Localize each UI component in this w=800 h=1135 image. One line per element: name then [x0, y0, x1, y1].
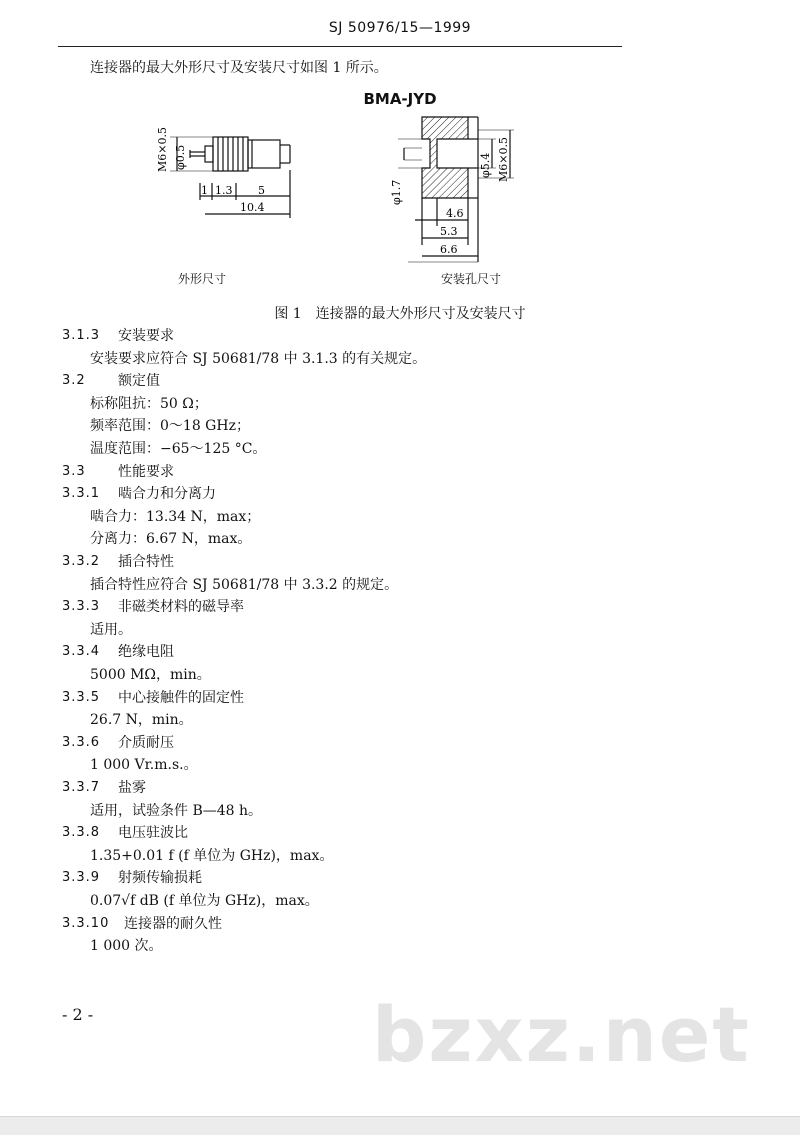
section-body-line: 啮合力：13.34 N，max； [90, 508, 261, 525]
dim-d1-7: φ1.7 [390, 179, 403, 205]
header-rule [58, 46, 622, 47]
dim-6-6: 6.6 [440, 243, 458, 256]
section-number: 3.3.4 [62, 644, 101, 660]
viewer-bottom-bar [0, 1116, 800, 1135]
dim-d05: φ0.5 [174, 144, 187, 170]
section-title: 电压驻波比 [118, 825, 188, 842]
section-body-line: 适用，试验条件 B—48 h。 [90, 802, 263, 819]
section-title: 插合特性 [118, 554, 174, 570]
section-body-line: 标称阻抗：50 Ω； [90, 395, 208, 412]
watermark: bzxz.net [372, 990, 751, 1079]
outline-caption: 外形尺寸 [178, 272, 227, 286]
section-number: 3.3 [62, 463, 86, 479]
section-title: 额定值 [118, 373, 160, 390]
section-body-line: 1.35+0.01 f (f 单位为 GHz)，max。 [90, 847, 334, 864]
section-number: 3.3.3 [62, 599, 101, 615]
section-number: 3.3.1 [62, 486, 101, 502]
figure-drawing [0, 105, 800, 270]
dim-d5-4: φ5.4 [479, 152, 492, 178]
dim-10-4: 10.4 [240, 201, 265, 214]
section-number: 3.3.7 [62, 780, 101, 795]
section-number: 3.3.9 [62, 870, 101, 886]
section-title: 啮合力和分离力 [118, 486, 216, 503]
dim-1-3: 1.3 [215, 184, 233, 197]
section-number: 3.3.2 [62, 554, 101, 569]
page-number: - 2 - [62, 1005, 94, 1024]
section-title: 绝缘电阻 [118, 644, 174, 661]
section-body-line: 26.7 N，min。 [90, 712, 193, 729]
section-body-line: 频率范围：0～18 GHz； [90, 418, 250, 435]
section-title: 安装要求 [118, 328, 174, 344]
dim-1: 1 [201, 184, 208, 197]
section-number: 3.1.3 [62, 328, 101, 343]
mounting-hole-caption: 安装孔尺寸 [441, 272, 502, 286]
section-title: 中心接触件的固定性 [118, 689, 244, 706]
dim-5-3: 5.3 [440, 225, 458, 238]
section-body-line: 0.07√f dB (f 单位为 GHz)，max。 [90, 893, 319, 909]
figure-model-title: BMA-JYD [363, 90, 437, 108]
section-number: 3.3.5 [62, 689, 101, 705]
section-number: 3.3.6 [62, 734, 101, 750]
section-title: 非磁类材料的磁导率 [118, 599, 244, 616]
section-body-line: 分离力：6.67 N，max。 [90, 531, 252, 548]
document-header: SJ 50976/15—1999 [328, 20, 472, 36]
section-number: 3.3.8 [62, 825, 101, 841]
section-number: 3.2 [62, 373, 86, 389]
figure-caption: 图 1 连接器的最大外形尺寸及安装尺寸 [274, 306, 526, 322]
section-title: 性能要求 [118, 463, 174, 480]
intro-text: 连接器的最大外形尺寸及安装尺寸如图 1 所示。 [90, 60, 388, 76]
section-title: 介质耐压 [118, 734, 174, 751]
section-body-line: 适用。 [90, 621, 132, 638]
section-body-line: 插合特性应符合 SJ 50681/78 中 3.3.2 的规定。 [90, 576, 399, 593]
dim-5: 5 [258, 184, 265, 197]
section-title: 连接器的耐久性 [124, 915, 222, 932]
section-title: 盐雾 [118, 780, 146, 796]
section-body-line: 1 000 Vr.m.s.。 [90, 757, 198, 774]
section-number: 3.3.10 [62, 915, 110, 931]
section-body-line: 温度范围：−65～125 °C。 [90, 441, 267, 457]
section-body-line: 5000 MΩ，min。 [90, 667, 211, 683]
dim-m6-left: M6×0.5 [156, 127, 169, 172]
dim-4-6: 4.6 [446, 207, 464, 220]
section-title: 射频传输损耗 [118, 870, 202, 887]
section-body-line: 1 000 次。 [90, 938, 163, 955]
connector-outline-drawing [170, 137, 290, 218]
dim-m6-right: M6×0.5 [497, 137, 510, 182]
section-body-line: 安装要求应符合 SJ 50681/78 中 3.1.3 的有关规定。 [90, 350, 427, 367]
